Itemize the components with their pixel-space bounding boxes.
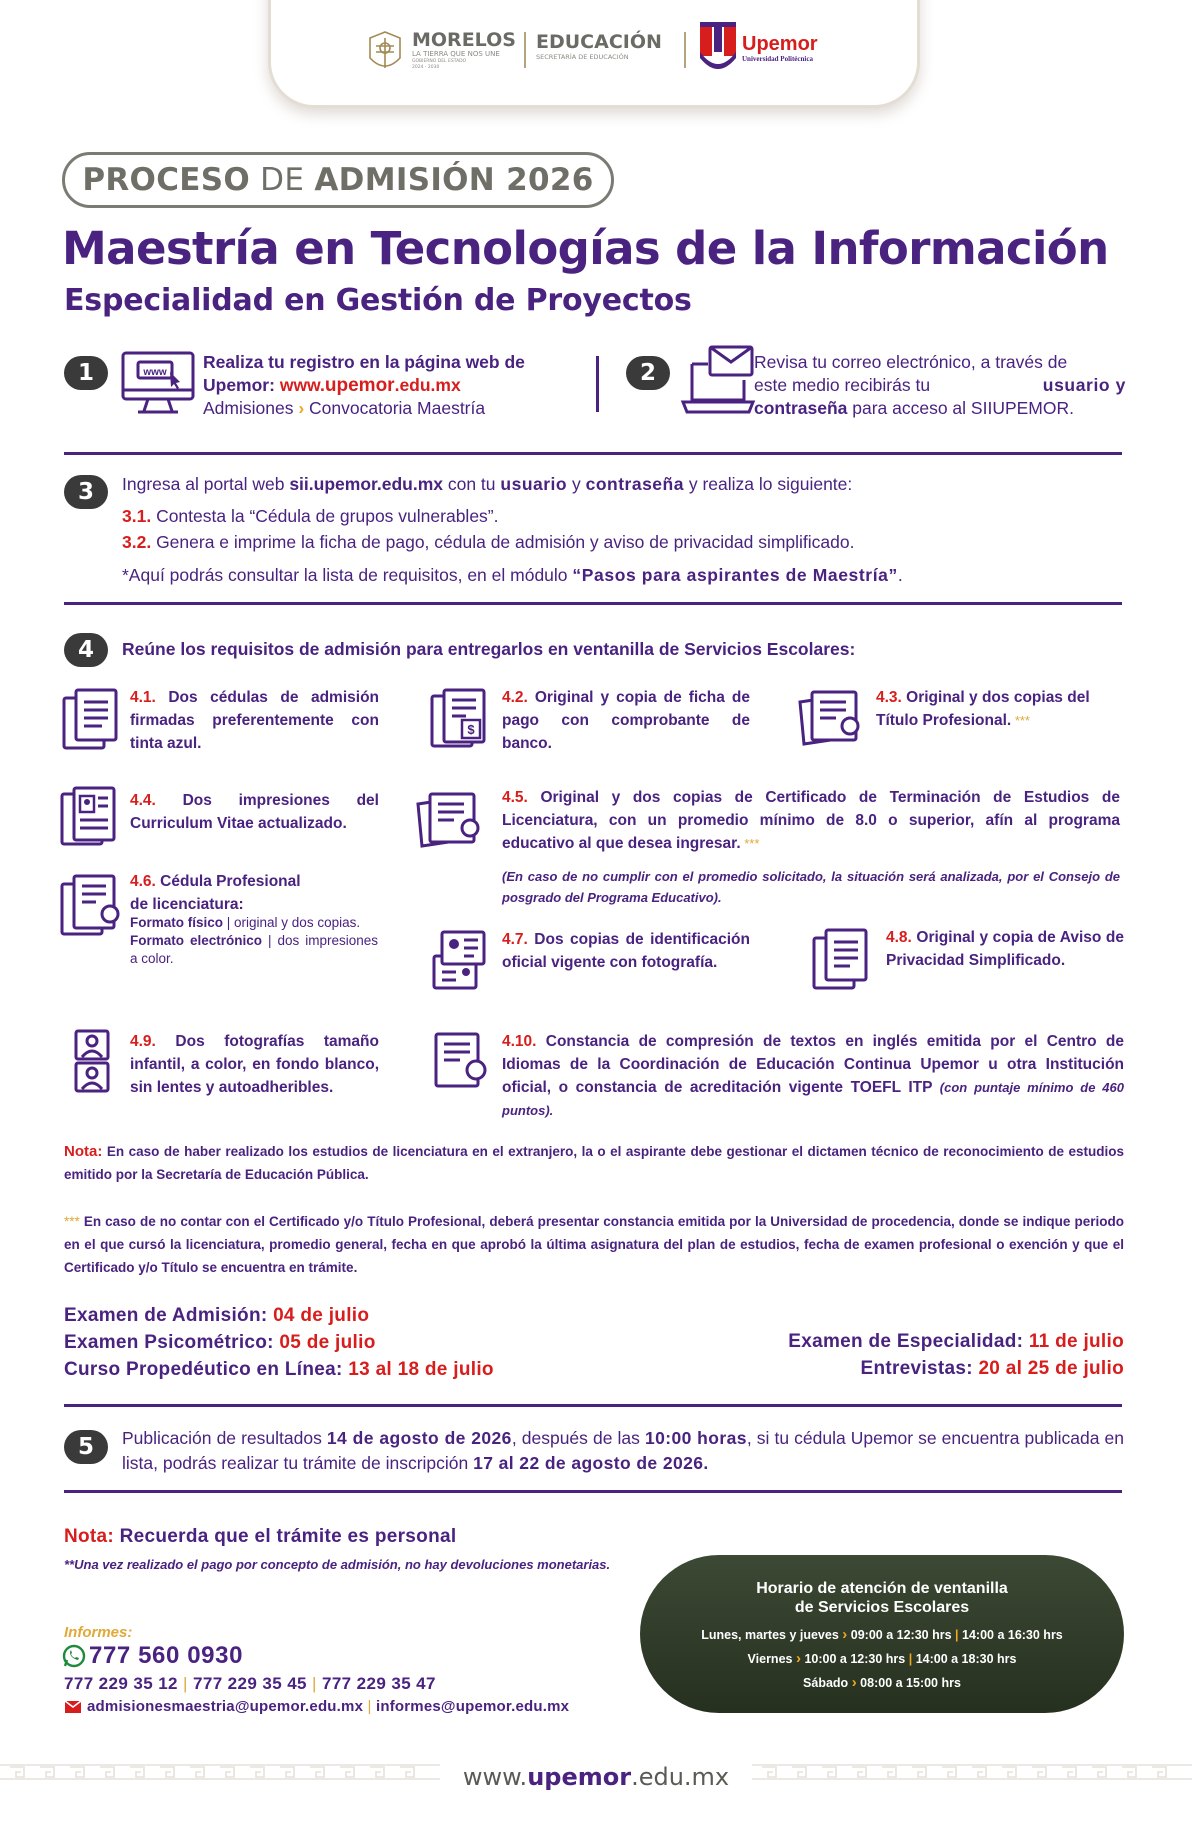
req-4-5-note: (En caso de no cumplir con el promedio solicitado, la situación será analizada, por el Consejo de posgrado del Programa Educativo). [502, 869, 1120, 905]
req-4-2 [502, 686, 750, 755]
english-certificate-icon [430, 1030, 494, 1092]
req-4-6 [130, 870, 380, 916]
morelos-seal-icon [362, 28, 408, 78]
footer-url-domain: upemor [527, 1763, 632, 1791]
req-4-8 [886, 926, 1124, 972]
req-4-4-text: Dos impresiones del Curriculum Vitae actualizado. [130, 792, 379, 832]
step-3-2-text: Genera e imprime la ficha de pago, cédula de admisión y aviso de privacidad simplificado. [151, 532, 855, 552]
req-4-8-num: 4.8. [886, 929, 912, 946]
phone-sep-2: | [306, 1674, 322, 1693]
id-card-icon [430, 928, 492, 992]
svg-text:$: $ [467, 722, 475, 737]
step-3-intro-a: Ingresa al portal web [122, 474, 290, 494]
schedule-row1-a: 09:00 a 12:30 hrs [850, 1628, 952, 1642]
educacion-logo-text [536, 32, 662, 62]
schedule-row-saturday [640, 1671, 1124, 1695]
email-admissions[interactable]: admisionesmaestria@upemor.edu.mx [87, 1698, 364, 1715]
phone-3[interactable]: 777 229 35 47 [321, 1674, 436, 1693]
specialty-exam-date: 11 de julio [1023, 1331, 1124, 1352]
morelos-logo-text [412, 30, 516, 71]
schedule-row1-chevron-icon: › [842, 1626, 848, 1643]
divider-4 [64, 1490, 1122, 1493]
req-4-5-mark: *** [740, 836, 760, 851]
step-1-colon: : [269, 375, 280, 395]
phone-2[interactable]: 777 229 35 45 [192, 1674, 307, 1693]
step-1-url-suffix: .edu.mx [394, 375, 461, 395]
req-4-6-formats [130, 914, 378, 968]
step-2-line2: este medio recibirás tu [754, 375, 931, 395]
step-5-enrollment-date: 17 al 22 de agosto de 2026. [473, 1453, 709, 1473]
bottom-nota-text: Recuerda que el trámite es personal [114, 1526, 457, 1547]
step-3-text [122, 471, 1122, 588]
schedule-row3-a: 08:00 a 15:00 hrs [860, 1676, 961, 1690]
schedule-row3-chevron-icon: › [851, 1674, 857, 1691]
online-course-label: Curso Propedéutico en Línea: [64, 1359, 343, 1380]
step-1-url-prefix: www. [279, 375, 325, 395]
req-4-7-text: Dos copias de identificación oficial vigente con fotografía. [502, 931, 750, 971]
professional-license-icon [58, 872, 126, 938]
computer-www-icon [120, 350, 196, 418]
admission-process-pill [62, 152, 614, 208]
step-3-usuario: usuario [500, 474, 568, 494]
schedule-row2-sep: | [908, 1652, 913, 1666]
req-4-7 [502, 928, 750, 974]
schedule-row2-a: 10:00 a 12:30 hrs [804, 1652, 906, 1666]
exam-dates-right [788, 1328, 1124, 1382]
payment-receipt-icon [428, 686, 492, 752]
req-4-10-italic: (con puntaje mínimo de 460 puntos). [502, 1080, 1124, 1118]
footer-url-prefix: www. [462, 1763, 528, 1791]
office-hours-panel [640, 1555, 1124, 1713]
step-1-url-domain[interactable]: upemor [324, 375, 395, 396]
req-4-10-num: 4.10. [502, 1033, 537, 1050]
step-2-usuario: usuario y [1042, 375, 1126, 395]
page-title: Maestría en Tecnologías de la Información [62, 222, 1109, 275]
svg-text:www: www [143, 367, 167, 378]
schedule-row-mon-thu [640, 1623, 1124, 1647]
req-4-1-text: Dos cédulas de admisión firmadas preferentemente con tinta azul. [130, 689, 379, 752]
step-5-badge: 5 [64, 1430, 108, 1464]
divider-3 [64, 1404, 1122, 1407]
req-4-10-text: Constancia de compresión de textos en inglés emitida por el Centro de Idiomas de la Coordinación de Educación Continua Upemor u otra Institución oficial, o constancia de acreditación vigente TOEFL ITP [502, 1033, 1124, 1096]
step-2-line1: Revisa tu correo electrónico, a través de [754, 352, 1068, 372]
step-3-contrasena: contraseña [585, 474, 684, 494]
schedule-row2-b: 14:00 a 18:30 hrs [915, 1652, 1017, 1666]
step-4-intro: Reúne los requisitos de admisión para entregarlos en ventanilla de Servicios Escolares: [122, 639, 856, 659]
personal-procedure-note [64, 1526, 456, 1548]
step-1-admisiones: Admisiones [203, 398, 294, 418]
schedule-row-friday [640, 1647, 1124, 1671]
note-foreign-studies [64, 1140, 1124, 1186]
whatsapp-icon [62, 1644, 86, 1668]
step-2-contrasena: contraseña [754, 398, 848, 418]
req-4-4 [130, 789, 379, 835]
exam-dates-left [64, 1302, 494, 1383]
refund-note: **Una vez realizado el pago por concepto de admisión, no hay devoluciones monetarias. [64, 1557, 611, 1572]
step-3-note-b: “Pasos para aspirantes de Maestría” [572, 565, 898, 585]
note-certificate [64, 1210, 1124, 1279]
req-4-3-num: 4.3. [876, 689, 902, 706]
interviews-date: 20 al 25 de julio [972, 1358, 1124, 1379]
step-5-text [122, 1426, 1124, 1476]
step-3-note-a: *Aquí podrás consultar la lista de requisitos, en el módulo [122, 565, 573, 585]
step-5-c: , después de las [511, 1428, 645, 1448]
phone-1[interactable]: 777 229 35 12 [64, 1674, 178, 1693]
schedule-row2-day: Viernes [747, 1652, 793, 1666]
footer-url-suffix: .edu.mx [631, 1763, 730, 1791]
step-3-note-c: . [897, 565, 903, 585]
req-4-1-num: 4.1. [130, 689, 156, 706]
req-4-6-f1b: | original y dos copias. [223, 915, 361, 930]
email-row [64, 1698, 569, 1715]
photographs-icon [72, 1028, 112, 1094]
email-sep: | [363, 1698, 376, 1715]
morelos-title: MORELOS [412, 29, 516, 51]
divider-1 [64, 452, 1122, 455]
step-3-badge: 3 [64, 475, 108, 509]
email-info[interactable]: informes@upemor.edu.mx [375, 1698, 570, 1715]
note-2-mark: *** [64, 1214, 80, 1229]
whatsapp-number: 777 560 0930 [89, 1642, 244, 1669]
req-4-3-mark: *** [1011, 713, 1030, 728]
schedule-row1-day: Lunes, martes y jueves [701, 1628, 839, 1642]
step-1-upemor: Upemor [203, 375, 270, 395]
step-3-1-text: Contesta la “Cédula de grupos vulnerables”. [151, 506, 499, 526]
req-4-5-num: 4.5. [502, 789, 528, 806]
req-4-10 [502, 1030, 1124, 1122]
psychometric-exam-label: Examen Psicométrico: [64, 1332, 274, 1353]
req-4-6-text1: Cédula Profesional [155, 873, 301, 890]
step-5-e: , si tu cédula Upemor se encuentra publicada en lista, podrás realizar tu trámite de inscripción [122, 1428, 1125, 1473]
certificate-title-icon [796, 688, 872, 748]
step-2-text [754, 351, 1126, 420]
phone-numbers [64, 1674, 436, 1694]
step-3-1-num: 3.1. [122, 506, 152, 526]
req-4-6-text2: de licenciatura: [130, 896, 244, 913]
educacion-sub: SECRETARÍA DE EDUCACIÓN [536, 53, 629, 61]
step-2-badge: 2 [626, 356, 670, 390]
educacion-title: EDUCACIÓN [536, 31, 662, 53]
upemor-logo-icon [698, 22, 738, 74]
schedule-title-2: de Servicios Escolares [794, 1599, 970, 1616]
admission-exam-label: Examen de Admisión: [64, 1305, 268, 1326]
upemor-sub: Universidad Politécnica [742, 55, 813, 63]
step-5-results-date: 14 de agosto de 2026 [326, 1428, 512, 1448]
email-icon [64, 1700, 82, 1714]
step-3-2-num: 3.2. [122, 532, 152, 552]
documents-icon [60, 686, 122, 752]
curriculum-vitae-icon [58, 784, 120, 848]
req-4-6-f1: Formato físico [130, 915, 224, 930]
step-5-time: 10:00 horas [644, 1428, 747, 1448]
req-4-9-text: Dos fotografías tamaño infantil, a color, en fondo blanco, sin lentes y autoadheribles. [130, 1033, 379, 1096]
divider-2 [64, 602, 1122, 605]
step-1-chevron-icon: › [298, 398, 305, 418]
req-4-5-text: Original y dos copias de Certificado de Terminación de Estudios de Licenciatura, con un promedio mínimo de 8.0 o superior, afín al programa educativo al que desea ingresar. [502, 789, 1120, 852]
schedule-row3-day: Sábado [803, 1676, 849, 1690]
online-course-date: 13 al 18 de julio [342, 1359, 494, 1380]
req-4-9 [130, 1030, 379, 1099]
step-3-portal[interactable]: sii.upemor.edu.mx [289, 474, 443, 494]
step-5-a: Publicación de resultados [122, 1428, 327, 1448]
req-4-6-num: 4.6. [130, 873, 156, 890]
schedule-row2-chevron-icon: › [795, 1650, 801, 1667]
morelos-sub1: LA TIERRA QUE NOS UNE [412, 50, 500, 58]
note-1-text: En caso de haber realizado los estudios de licenciatura en el extranjero, la o el aspirante debe gestionar el dictamen técnico de reconocimiento de estudios emitido por la Secretaría de Educación Pública. [64, 1144, 1124, 1182]
upemor-logo-text [742, 34, 818, 64]
req-4-6-f2: Formato electrónico [130, 933, 262, 948]
upemor-title: Upemor [742, 33, 818, 55]
page-subtitle: Especialidad en Gestión de Proyectos [64, 283, 692, 318]
morelos-sub3: 2024 - 2030 [412, 65, 440, 70]
schedule-row1-sep: | [955, 1628, 959, 1642]
req-4-5 [502, 786, 1120, 855]
req-4-8-text: Original y copia de Aviso de Privacidad Simplificado. [886, 929, 1124, 969]
step-3-intro-d: y realiza lo siguiente: [683, 474, 853, 494]
schedule-row1-b: 14:00 a 16:30 hrs [962, 1628, 1063, 1642]
step-1-convocatoria: Convocatoria Maestría [309, 398, 486, 418]
laptop-mail-icon [680, 344, 756, 418]
req-4-9-num: 4.9. [130, 1033, 156, 1050]
req-4-4-num: 4.4. [130, 792, 156, 809]
req-4-3 [876, 686, 1126, 732]
study-certificate-icon [414, 788, 492, 850]
schedule-title-1: Horario de atención de ventanilla [756, 1580, 1008, 1597]
req-4-2-num: 4.2. [502, 689, 528, 706]
step-1-text [203, 351, 569, 420]
phone-sep-1: | [177, 1674, 193, 1693]
bottom-nota-label: Nota: [64, 1526, 115, 1547]
req-4-3-text: Original y dos copias del Título Profesional. [876, 689, 1090, 729]
specialty-exam-label: Examen de Especialidad: [788, 1331, 1024, 1352]
header-divider-1 [524, 32, 526, 68]
header-divider-2 [684, 32, 686, 68]
steps-divider-vertical [596, 356, 599, 412]
req-4-1 [130, 686, 379, 755]
whatsapp-row[interactable] [62, 1642, 243, 1670]
step-1-line1: Realiza tu registro en la página web de [203, 352, 525, 372]
note-2-text: En caso de no contar con el Certificado y/o Título Profesional, deberá presentar constancia emitida por la Universidad de procedencia, donde se indique periodo en el que cursó la licenciatura, promedio general, fecha en que aprobó la última asignatura del plan de estudios, fecha de examen profesional o exención y que el Certificado y/o Título se encuentra en trámite. [64, 1214, 1124, 1275]
admission-exam-date: 04 de julio [267, 1305, 370, 1326]
informes-label: Informes: [64, 1624, 133, 1641]
req-4-7-num: 4.7. [502, 931, 528, 948]
pill-part2: DE [250, 162, 315, 198]
note-1-label: Nota: [64, 1143, 103, 1160]
step-3-intro-b: con tu [442, 474, 501, 494]
req-4-6-f2b: | dos impresiones a color. [130, 933, 378, 966]
step-3-intro-c: y [567, 474, 586, 494]
footer-website-link[interactable] [0, 1763, 1192, 1791]
privacy-notice-icon [810, 926, 874, 992]
step-2-line3: para acceso al SIIUPEMOR. [847, 398, 1074, 418]
step-1-badge: 1 [64, 356, 108, 390]
step-4-badge: 4 [64, 633, 108, 667]
morelos-sub2: GOBIERNO DEL ESTADO [412, 59, 467, 64]
interviews-label: Entrevistas: [860, 1358, 973, 1379]
pill-part3: ADMISIÓN 2026 [314, 162, 594, 198]
req-4-2-text: Original y copia de ficha de pago con comprobante de banco. [502, 689, 750, 752]
pill-part1: PROCESO [82, 162, 251, 198]
psychometric-exam-date: 05 de julio [273, 1332, 376, 1353]
